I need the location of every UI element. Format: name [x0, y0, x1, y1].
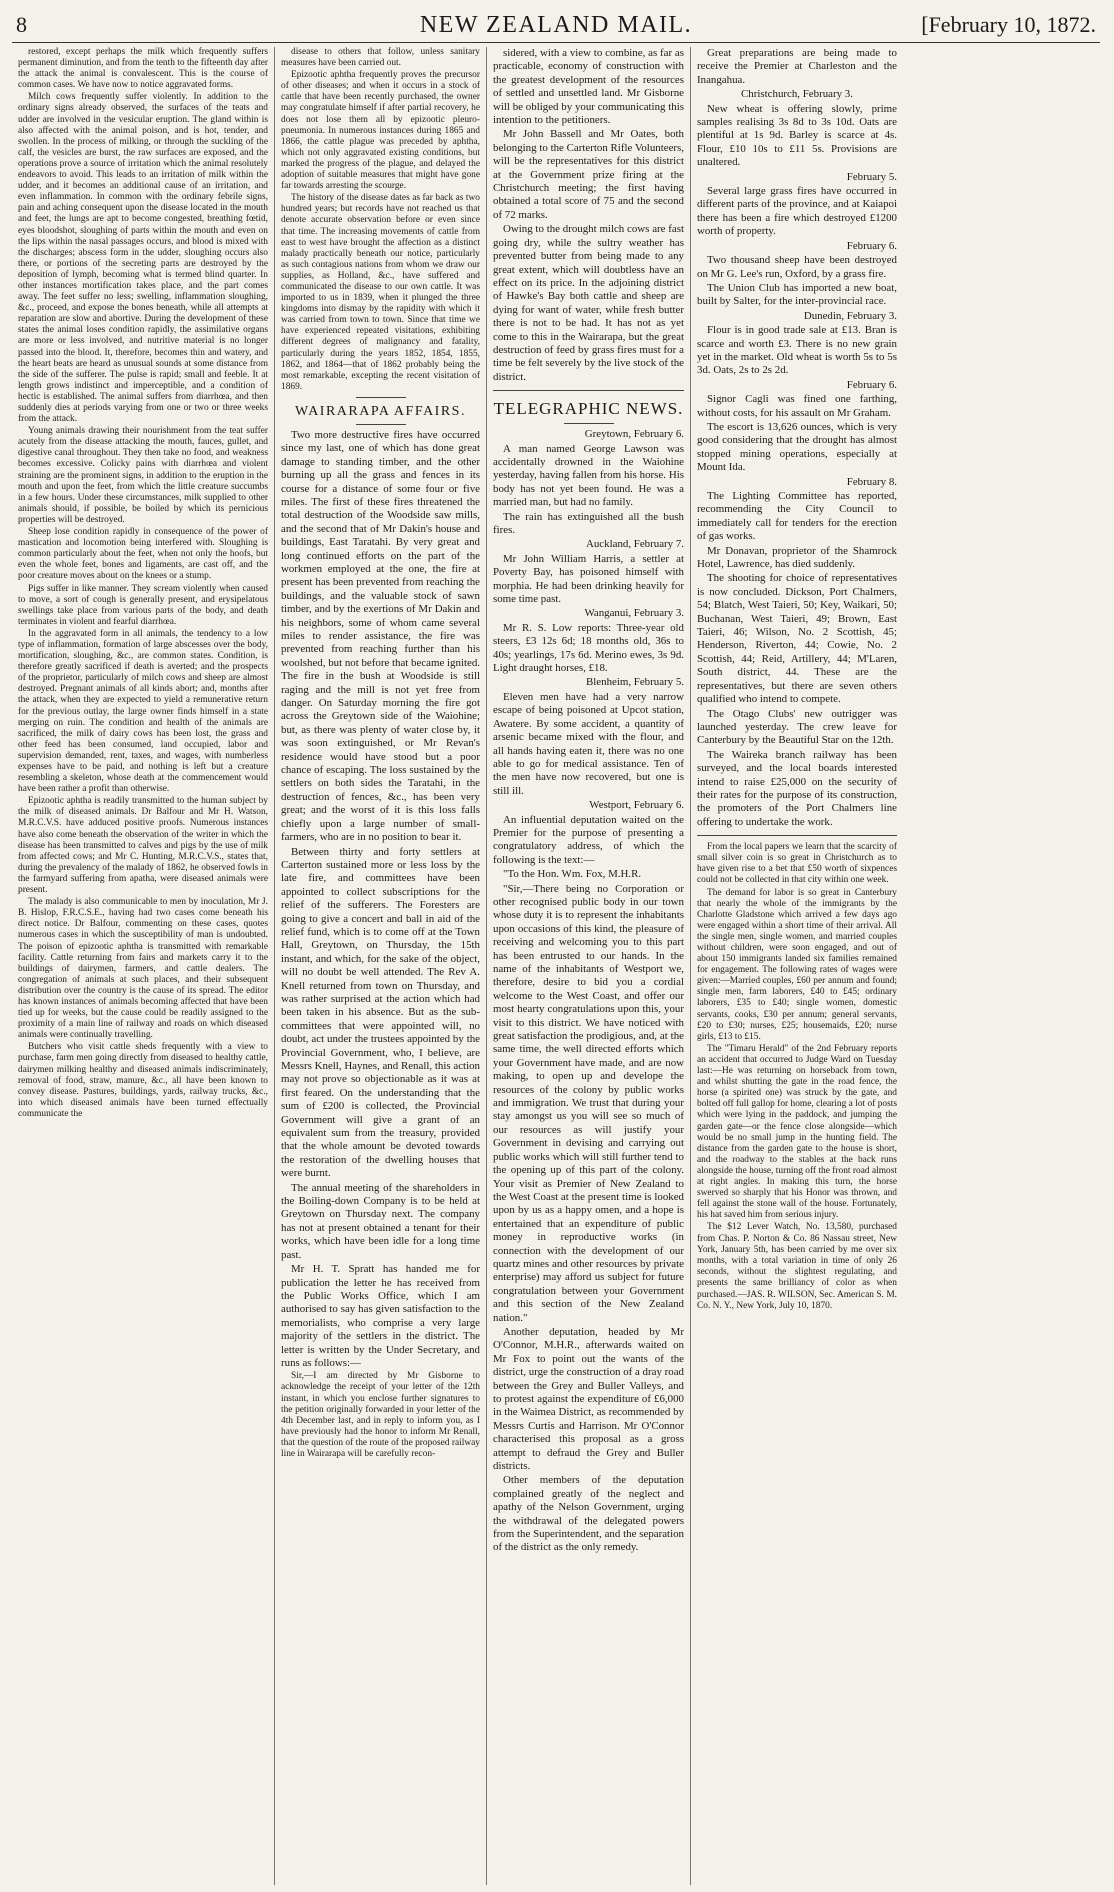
dateline: Blenheim, February 5. [586, 676, 684, 689]
paragraph: Mr R. S. Low reports: Three-year old steers, £3 12s 6d; 18 months old, 36s to 40s; yearlings, 17s 6d. Merino ewes, 3s 9d. Light draught horses, £18. [493, 621, 684, 675]
paragraph: Several large grass fires have occurred in different parts of the province, and at Kaiapoi there has been a fire which destroyed £1200 worth of property. [697, 185, 897, 238]
paragraph: Pigs suffer in like manner. They scream violently when caused to move, a sort of cough is generally present, and erysipelatous swellings take place from various parts of the body, and death terminates in violent and fearful diarrhœa. [18, 583, 268, 627]
paragraph: The malady is also communicable to men by inoculation, Mr J. B. Hislop, F.R.C.S.E., having had two cases come beneath his direct notice. Dr Balfour, commenting on these cases, quotes numerous cases in which the susceptibility of man is undoubted. The poison of epizootic aphtha is transmitted with remarkable facility. Cattle returning from fairs and markets carry it to the buildings of dairymen, farmers, and cattle dealers. The congregation of animals at such places, and their subsequent distribution over the country is the cause of its spread. The editor has known instances of animals becoming affected that have been tied up for weeks, but the cause could be readily assigned to the proximity of a main line of railway and roads on which diseased animals were continually travelling. [18, 897, 268, 1041]
paragraph: Mr H. T. Spratt has handed me for publication the letter he has received from the Public Works Office, which I am authorised to say has given satisfaction to the memorialists, who comprise a very large majority of the settlers in the district. The letter is written by the Under Secretary, and runs as follows:— [281, 1263, 480, 1369]
paragraph: Another deputation, headed by Mr O'Connor, M.H.R., afterwards waited on Mr Fox to point out the wants of the district, urge the construction of a dray road between the Grey and Buller Valleys, and to protest against the expenditure of £6,000 in the Waimea District, as recommended by Messrs Curtis and Harrison. Mr O'Connor characterised this proposal as a gross attempt to defraud the Grey and Buller districts. [493, 1325, 684, 1473]
dateline: February 5. [846, 170, 897, 183]
paragraph: The Lighting Committee has reported, recommending the City Council to immediately call for tenders for the erection of gas works. [697, 490, 897, 543]
divider [564, 423, 614, 424]
newspaper-title: NEW ZEALAND MAIL. [419, 12, 693, 38]
column-1 [12, 47, 275, 1885]
paragraph: "To the Hon. Wm. Fox, M.H.R. [503, 868, 642, 881]
page-number: 8 [16, 12, 27, 37]
paragraph: The rain has extinguished all the bush fires. [493, 510, 684, 536]
columns [12, 47, 1100, 1885]
col2-top [281, 47, 480, 393]
paragraph: "Sir,—There being no Corporation or other recognised public body in our town whose duty it is to represent the inhabitants upon occasions of this kind, the pleasure of receiving and welcoming you to this part has been entrusted to our hands. In the name of the inhabitants of Westport we, therefore, desire to bid you a cordial welcome to the West Coast, and offer our most hearty congratulations upon this, your visit to this district. We have noticed with great satisfaction the prodigious, and, at the same time, the well directed efforts which your Government have made, and are now making, to open up and develope the resources of the colony by public works and immigration. We trust that during your stay amongst us you will see so much of our resources as will justify your Government in devising and carrying out public works which will still further tend to the opening up of this part of the colony. Your visit as Premier of New Zealand to the West Coast at the present time is looked upon by us as a happy omen, and a hope is entertained that an expenditure of public money in reproductive works (in connection with the development of our quartz mines and other resources by private enterprise) may afford us subject for future congratulation between your Government and this section of the New Zealand nation." [493, 882, 684, 1324]
paragraph: From the local papers we learn that the scarcity of small silver coin is so great in Christchurch as to have given rise to a bet that £50 worth of sixpences could not be collected in that city within one week. [697, 842, 897, 886]
paragraph: Two more destructive fires have occurred since my last, one of which has done great damage to standing timber, and the other burning up all the grass and fences in its course for a distance of some four or five miles. The first of these fires threatened the total destruction of the Woodside saw mills, and the second that of Mr Dakin's house and buildings, East Taratahi. By very great and long continued efforts on the part of the workmen employed at the one, the fire at present has been prevented from reaching the buildings, and the valuable stock of sawn timber, and by the exertions of Mr Dakin and his neighbors, some of whom came several miles to render assistance, the fire was prevented from reaching further than his woolshed, but not before that became ignited. The fire in the bush at Woodside is still raging and the mill is not yet free from danger. On Saturday morning the fire got across the Greytown side of the Waiohine; but, as there was plenty of water close by, it was soon extinguished, or Mr Revan's residence would have stood but a poor chance of escaping. The loss sustained by the settlers on both sides the Taratahi, in the destruction of fences, &c., has been very great; and the worst of it is this loss falls chiefly upon a large number of small-farmers, who are in no position to bear it. [281, 428, 480, 844]
paragraph: Mr John William Harris, a settler at Poverty Bay, has poisoned himself with morphia. He had been drinking heavily for some time past. [493, 552, 684, 606]
paragraph: Milch cows frequently suffer violently. In addition to the ordinary signs already observed, the surfaces of the teats and udder are involved in the vesicular eruption. The gland within is also affected with the animal poison, and is hot, tender, and swollen. In the process of milking, or through the suckling of the calf, the vesicles are burst, the raw surfaces are exposed, and the operations prove a source of irritation which the animal resolutely endeavors to avoid. This leads to an irritation of milk within the udder, and it becomes an additional cause of an irritation, and even inflammation. In common with the ordinary febrile signs, pain and aching consequent upon the disease located in the mouth and feet, the lungs are apt to become congested, breathing fœtid, eyes bloodshot, sloughing of parts within the mouth and even on the lips within the nasal passages occurs, and blood is mixed with the discharges; abscess form in the udder, sloughing occurs also there, or portions of the secreting parts are destroyed by the deposition of lymph, becoming what is termed blind quarter. In other instances mortification takes place, and the part comes away. The feet suffer no less; swelling, inflammation sloughing, &c., proceed, and expose the bones beneath, while all attempts at reparation are slow and abortive. During the development of these states the animal loses condition rapidly, the assimilative organs are more or less involved, and nutritive material is no longer passed into the blood. It, therefore, becomes thin and watery, and the heart beats are heard as unusual sounds at some distance from the side of the sufferer. The pulse is rapid; small and feeble. It at length grows indistinct and imperceptible, and a condition of hectic is established. The animal suffers from diarrhœa, and then suddenly dies at periods varying from one or two or three weeks from the attack. [18, 92, 268, 425]
divider [356, 397, 406, 398]
dateline: Wanganui, February 3. [584, 607, 684, 620]
paragraph: The Otago Clubs' new outrigger was launched yesterday. The crew leave for Canterbury by the Beautiful Star on the 12th. [697, 707, 897, 747]
paragraph: Mr John Bassell and Mr Oates, both belonging to the Carterton Rifle Volunteers, will be the representatives for this district at the Government prize firing at the Christchurch meeting; the first having obtained a total score of 75 and the second of 72 marks. [493, 128, 684, 221]
paragraph: Sir,—I am directed by Mr Gisborne to acknowledge the receipt of your letter of the 12th instant, in which you enclose further signatures to the petition originally forwarded in your letter of the 4th December last, and in reply to inform you, as I have previously had the honor to inform Mr Renall, that the question of the route of the proposed railway line in Wairarapa will be carefully recon- [281, 1371, 480, 1459]
paragraph: Epizootic aphtha is readily transmitted to the human subject by the milk of diseased animals. Dr Balfour and Mr H. Watson, M.R.C.V.S. have adduced positive proofs. Numerous instances have also come beneath the observation of the writer in which the disease has been transmitted to calves and pigs by the use of milk from affected cows; and Mr C. Hunting, M.R.C.V.S., states that, during the prevalency of the malady of 1862, he observed fowls in the farmyard suffering from apatha, were diseased animals were present. [18, 796, 268, 896]
paragraph: restored, except perhaps the milk which frequently suffers permanent diminution, and from the tenth to the fifteenth day after the attack the animal is convalescent. This is the course of common cases. We have now to notice aggravated forms. [18, 47, 268, 91]
divider [356, 424, 406, 425]
paragraph: The shooting for choice of representatives is now concluded. Dickson, Port Chalmers, 54; Blatch, West Taieri, 50; Key, Waikari, 50; Buchanan, West Taieri, 49; Brown, East Taieri, 46; Wilson, No. 2 Scottish, 45; Henderson, Riverton, 44; Cowie, No. 2 Scottish, 44; Reid, Artillery, 44; M'Laren, South district, 44. These are the representatives, but there are seven others qualified who intend to compete. [697, 572, 897, 706]
paragraph: Flour is in good trade sale at £13. Bran is scarce and worth £3. There is no new grain yet in the market. Old wheat is worth 5s to 5s 3d. Oats, 2s to 2s 2d. [697, 324, 897, 377]
masthead [12, 8, 1100, 43]
column-3 [487, 47, 691, 1885]
col2-wairarapa [281, 429, 480, 1370]
column-4 [691, 47, 903, 1885]
divider [697, 835, 897, 836]
dateline: Christchurch, February 3. [741, 88, 853, 101]
col1-body [18, 47, 268, 1120]
col4-local [697, 842, 897, 1221]
dateline: February 6. [846, 378, 897, 391]
paragraph: Other members of the deputation complained greatly of the neglect and apathy of the Nelson Government, urging the withdrawal of the delegated powers from the Superintendent, and the separation of the district as the only remedy. [493, 1474, 684, 1554]
watch-advertisement [697, 1222, 897, 1312]
paragraph: The Waireka branch railway has been surveyed, and the local boards interested intend to raise £25,000 on the security of their rates for the purpose of its construction, the promoters of the Port Chalmers line offering to undertake the work. [697, 748, 897, 828]
dateline: Greytown, February 6. [584, 428, 684, 441]
section-heading-wairarapa: WAIRARAPA AFFAIRS. [295, 403, 466, 419]
dateline: Auckland, February 7. [586, 538, 684, 551]
paragraph: Eleven men have had a very narrow escape of being poisoned at Upcot station, Awatere. By some accident, a quantity of arsenic became mixed with the flour, and all hands having eaten it, there was no one able to go for medical assistance. Ten of the men have now recovered, but one is still ill. [493, 690, 684, 797]
paragraph: The "Timaru Herald" of the 2nd February reports an accident that occurred to Judge Ward on Tuesday last:—He was returning on horseback from town, and whilst shutting the gate in the road fence, the horse (a spirited one) was struck by the gate, and bolted off full gallop for home, clearing a lot of posts which were lying in the paddock, and jumping the garden gate—or the fence close alongside—which would be no small jump in the hunting field. The distance from the garden gate to the house is short, and the roadway to the stables at the back runs alongside the house, turning off the front road almost at right angles. In making this turn, the horse swerved so sharply that his Honor was thrown, and fell against the stone wall of the house. Fortunately, his hat saved him from serious injury. [697, 1043, 897, 1221]
paragraph: sidered, with a view to combine, as far as practicable, economy of construction with the greatest development of the resources of settled and unsettled land. Mr Gisborne will be obliged by your communicating this intention to the petitioners. [493, 47, 684, 127]
paragraph: Owing to the drought milch cows are fast going dry, while the sultry weather has prevented butter from being made to any great extent, which will doubtless have an effect on its price. In the adjoining district of Hawke's Bay both cattle and sheep are dying for want of water, while fresh butter there is not to be had. It has not as yet come to this in the Wairarapa, but the great destruction of feed by grass fires must for a time be felt severely by the live stock of the district. [493, 223, 684, 383]
dateline: Westport, February 6. [589, 799, 684, 812]
dateline: February 6. [846, 239, 897, 252]
paragraph: Epizootic aphtha frequently proves the precursor of other diseases; and when it occurs in a stock of cattle that have been recently purchased, the owner may congratulate himself if after partial recovery, he does not lose them all by epizootic pleuro-pneumonia. In numerous instances during 1865 and 1866, the cattle plague was preceded by aphtha, which not only aggravated existing conditions, but marked the progress of the plague, and delayed the adoption of suitable measures that might have gone far towards arresting the scourge. [281, 70, 480, 192]
section-heading-telegraphic: TELEGRAPHIC NEWS. [493, 399, 684, 419]
paragraph: Signor Cagli was fined one farthing, without costs, for his assault on Mr Graham. [697, 393, 897, 419]
paragraph: A man named George Lawson was accidentally drowned in the Waiohine yesterday, having fallen from his horse. His body has not yet been found. He was a married man, but had no family. [493, 442, 684, 509]
paragraph: In the aggravated form in all animals, the tendency to a low type of inflammation, formation of large abscesses over the body, mortification, sloughing, &c., are common states. Condition, is therefore greatly sacrificed if death is averted; and the prospects of the proprietor, particularly of milch cows and sheep are almost destroyed. Pregnant animals of all kinds abort; and, months after the attack, when they are expected to yield a remunerative return for the previous outlay, the large owner finds himself in a state merging on ruin. The condition and health of the animals are sacrificed, the milk of dairy cows has been lost, the grass and other feed has been consumed, land occupied, labor and supervision demanded, rent, taxes, and wages, with numberless expenses have to be paid, and nothing is left but a creature resembling a skeleton, whose death at the commencement would have been rather a profit than otherwise. [18, 628, 268, 795]
paragraph: The annual meeting of the shareholders in the Boiling-down Company is to be held at Greytown on Thursday next. The company has not at present obtained a tenant for their works, which have been idle for a long time past. [281, 1181, 480, 1261]
paragraph: Two thousand sheep have been destroyed on Mr G. Lee's run, Oxford, by a grass fire. [697, 254, 897, 280]
column-2 [275, 47, 487, 1885]
paragraph: disease to others that follow, unless sanitary measures have been carried out. [281, 47, 480, 69]
paragraph: The escort is 13,626 ounces, which is very good considering that the drought has almost stopped mining operations, especially at Mount Ida. [697, 420, 897, 474]
divider [493, 390, 684, 391]
paragraph: Butchers who visit cattle sheds frequently with a view to purchase, farm men going directly from diseased to healthy cattle, dairymen milking healthy and diseased animals indiscriminately, removal of food, straw, manure, &c., all have been known to convey disease. Pastures, buildings, yards, railway trucks, &c., into which diseased animals have been turned effectually communicate the [18, 1042, 268, 1119]
paragraph: New wheat is offering slowly, prime samples realising 3s 8d to 3s 10d. Oats are plentiful at 1s 9d. Barley is scarce at 4s. Flour, £10 10s to £11 5s. Provisions are unaltered. [697, 102, 897, 169]
paragraph: Sheep lose condition rapidly in consequence of the power of mastication and locomotion being interfered with. Sloughing is common particularly about the feet, when not only the hoofs, but even the whole feet, bones and ligaments, are cast off, and the poor creature moves about on the knees or a stump. [18, 527, 268, 582]
paragraph: The demand for labor is so great in Canterbury that nearly the whole of the immigrants by the Charlotte Gladstone which arrived a few days ago were engaged within a short time of their arrival. All the single men, single women, and married couples without children, were soon engaged, and out of about 150 immigrants landed six families remained for engagement. The following rates of wages were given:—Married couples, £60 per annum and found; single men, farm laborers, £40 to £45; ordinary laborers, £35 to £40; single women, domestic servants, cooks, £30 per annum; general servants, £20 to £30; nurses, £25; housemaids, £20; nurse girls, £13 to £15. [697, 887, 897, 1042]
col2-letter [281, 1371, 480, 1460]
paragraph: Between thirty and forty settlers at Carterton sustained more or less loss by the late fire, and committees have been appointed to collect subscriptions for the relief of the sufferers. The Foresters are going to give a concert and ball in aid of the relief fund, which is to come off at the Town Hall, Greytown, on Thursday, the 15th instant, and which, for the sake of the object, will no doubt be well attended. The Rev A. Knell returned from town on Thursday, and was rather surprised at the action which had been taken in his absence. But as the sub-committees that were appointed will, no doubt, act under the trustees appointed by the Provincial Government, who, I believe, are Messrs Knell, Haynes, and Renall, this action may not prove so objectionable as it was at first feared. On the understanding that the sum of £200 is collected, the Provincial Government will give a grant of an equivalent sum from the treasury, provided that the whole amount be devoted towards the restoration of the dwelling houses that were burnt. [281, 845, 480, 1180]
dateline: February 8. [846, 475, 897, 488]
paragraph: An influential deputation waited on the Premier for the purpose of presenting a congratulatory address, of which the following is the text:— [493, 813, 684, 866]
dateline: Dunedin, February 3. [803, 309, 897, 322]
paragraph: Mr Donavan, proprietor of the Shamrock Hotel, Lawrence, has died suddenly. [697, 544, 897, 571]
col4-telegrams [697, 47, 897, 829]
issue-date: [February 10, 1872. [921, 12, 1096, 37]
paragraph: Great preparations are being made to receive the Premier at Charleston and the Inangahua. [697, 47, 897, 86]
advertisement-text: The $12 Lever Watch, No. 13,580, purchased from Chas. P. Norton & Co. 86 Nassau street, New York, January 5th, has been carried by me over six months, with a total variation in time of only 26 seconds, without the slightest regulating, and presents the same brilliancy of color as when purchased.—JAS. R. WILSON, Sec. American S. M. Co. N. Y., New York, July 10, 1870. [697, 1222, 897, 1311]
paragraph: Young animals drawing their nourishment from the teat suffer acutely from the disease attacking the mouth, fauces, gullet, and digestive canal throughout. They then take no food, and weakness becomes excessive. Colicky pains with diarrhœa and violent straining are the prominent signs, in addition to the eruption in the mouth and upon the feet, from which the little creature succumbs in a few hours. Under these circumstances, milk supplied to other animals should, if possible, be boiled by which its pernicious properties will be destroyed. [18, 426, 268, 525]
paragraph: The Union Club has imported a new boat, built by Salter, for the inter-provincial race. [697, 281, 897, 308]
paragraph: The history of the disease dates as far back as two hundred years; but records have not reached us that denote accurate observation before or even since that time. The increasing movements of cattle from east to west have brought the affection as a distinct malady practically beneath our notice, particularly as such contagious nations from whom we draw our supplies, as Holland, &c., have suffered and communicated the disease to our own cattle. It was imported to us in 1839, when it plunged the three kingdoms into dismay by the rapidity with which it was carried from town to town. Since that time we have experienced repeated visitations, exhibiting different degrees of malignancy and fatality, particularly during the years 1852, 1854, 1855, 1862, and 1864—that of 1862 probably being the most remarkable, excepting the recent visitation of 1869. [281, 193, 480, 392]
